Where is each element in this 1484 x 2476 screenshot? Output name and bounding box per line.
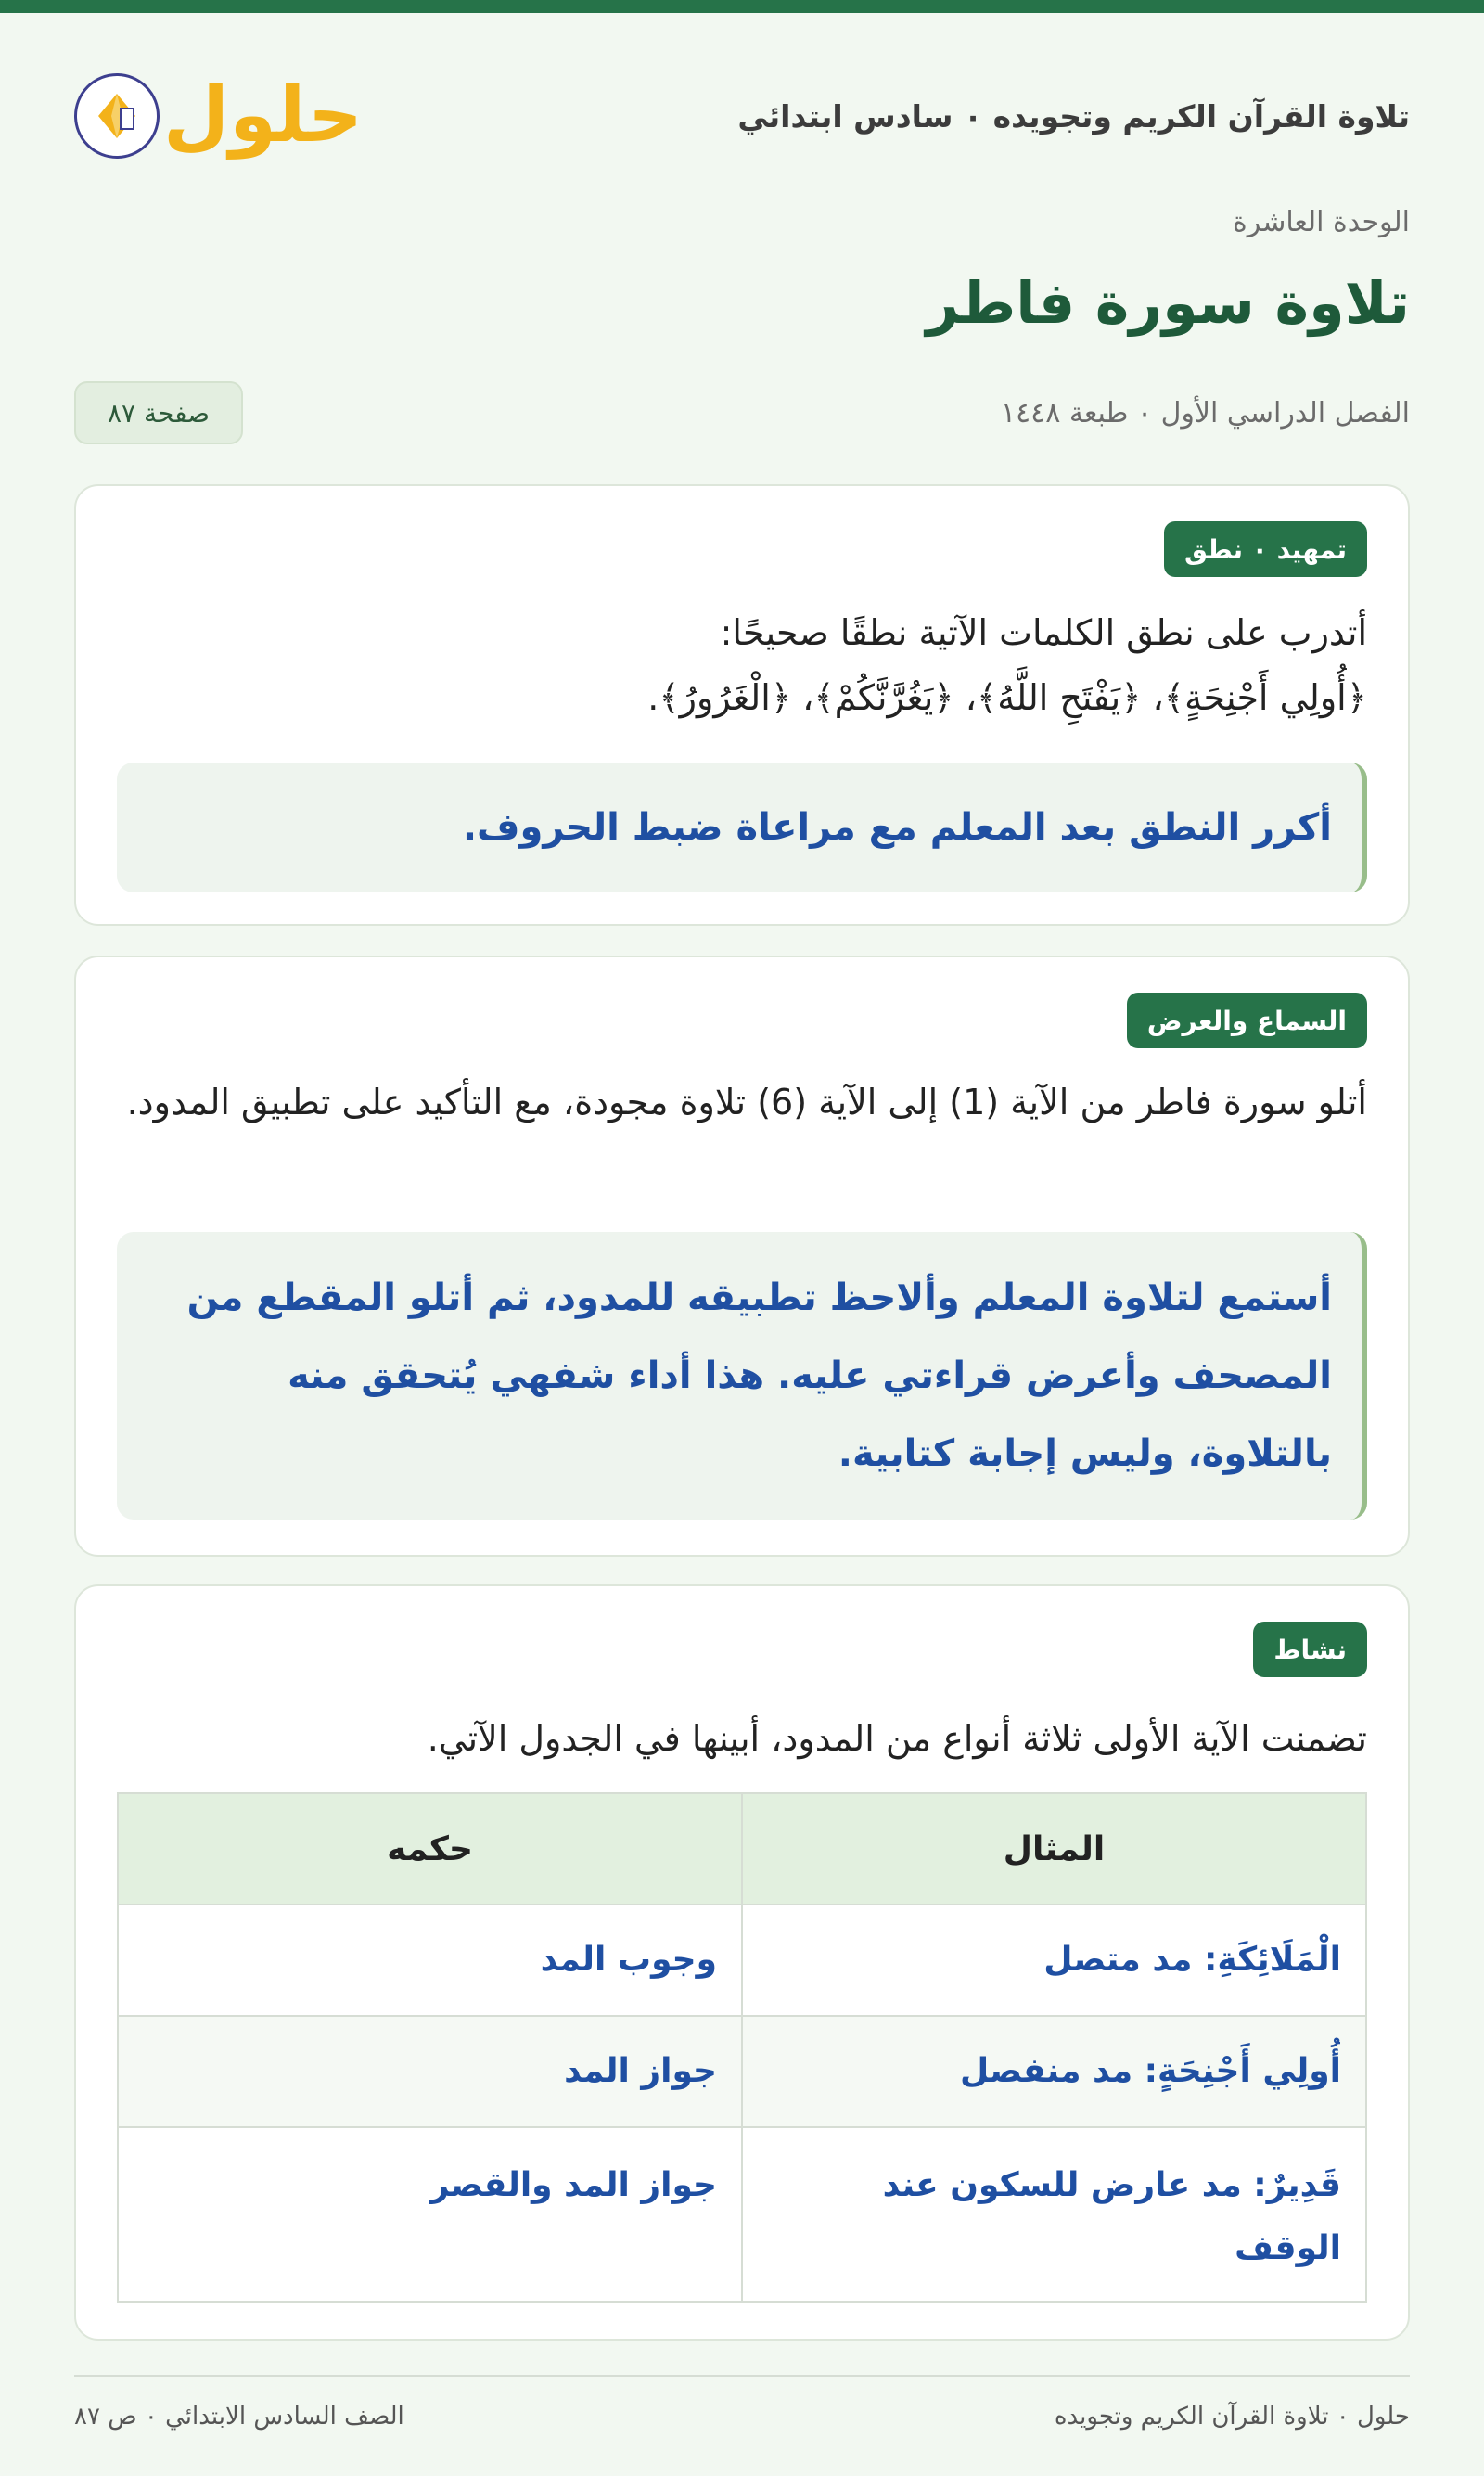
table-cell: الْمَلَائِكَةِ: مد متصل [742, 1905, 1366, 2016]
page-footer [74, 2375, 1410, 2457]
table-cell: جواز المد [118, 2016, 742, 2127]
answer-note: أكرر النطق بعد المعلم مع مراعاة ضبط الحروف. [117, 763, 1367, 892]
table-header-row [118, 1793, 1366, 1905]
instruction-text [117, 597, 1367, 727]
table-cell: أُولِي أَجْنِحَةٍ: مد منفصل [742, 2016, 1366, 2127]
instruction-line: أتدرب على نطق الكلمات الآتية نطقًا صحيحًا: [720, 612, 1367, 653]
column-header-ruling: حكمه [118, 1793, 742, 1905]
unit-label: الوحدة العاشرة [1232, 206, 1410, 238]
footer-page-ref: الصف السادس الابتدائي ٠ ص ٨٧ [74, 2403, 404, 2431]
page-title: تلاوة سورة فاطر [926, 269, 1410, 337]
logo-emblem-icon [74, 73, 160, 159]
table-row [118, 2016, 1366, 2127]
table-cell: وجوب المد [118, 1905, 742, 2016]
column-header-example: المثال [742, 1793, 1366, 1905]
table-row [118, 1905, 1366, 2016]
table-cell: قَدِيرٌ: مد عارض للسكون عند الوقف [742, 2127, 1366, 2302]
page-header [74, 56, 1410, 176]
pronunciation-card [74, 484, 1410, 926]
meta-row [74, 380, 1410, 445]
table-cell: جواز المد والقصر [118, 2127, 742, 2302]
page-number-badge: صفحة ٨٧ [74, 381, 243, 444]
instruction-text: أتلو سورة فاطر من الآية (1) إلى الآية (6) تلاوة مجودة، مع التأكيد على تطبيق المدود. [126, 1082, 1367, 1123]
listening-card [74, 956, 1410, 1557]
section-tag: تمهيد ٠ نطق [1164, 521, 1367, 577]
activity-card [74, 1584, 1410, 2341]
section-tag: السماع والعرض [1127, 993, 1367, 1048]
section-tag: نشاط [1253, 1622, 1367, 1677]
instruction-text: تضمنت الآية الأولى ثلاثة أنواع من المدود، أبينها في الجدول الآتي. [427, 1718, 1367, 1759]
book-title: تلاوة القرآن الكريم وتجويده ٠ سادس ابتدائي [737, 97, 1410, 135]
hulul-logo[interactable] [74, 73, 363, 159]
logo-wordmark: حلول [163, 71, 364, 160]
top-accent-bar [0, 0, 1484, 13]
madd-rules-table [117, 1792, 1367, 2303]
term-edition-text: الفصل الدراسي الأول ٠ طبعة ١٤٤٨ [1000, 396, 1410, 430]
footer-book-name: حلول ٠ تلاوة القرآن الكريم وتجويده [1054, 2403, 1410, 2431]
table-row [118, 2127, 1366, 2302]
answer-note: أستمع لتلاوة المعلم وألاحظ تطبيقه للمدود، ثم أتلو المقطع من المصحف وأعرض قراءتي عليه. هذا أداء شفهي يُتحقق منه بالتلاوة، وليس إجابة كتابية. [117, 1232, 1367, 1520]
quran-words-line: ﴿أُولِي أَجْنِحَةٍ﴾، ﴿يَفْتَحِ اللَّهُ﴾، ﴿يَغُرَّنَّكُمْ﴾، ﴿الْغَرُورُ﴾. [647, 677, 1367, 718]
